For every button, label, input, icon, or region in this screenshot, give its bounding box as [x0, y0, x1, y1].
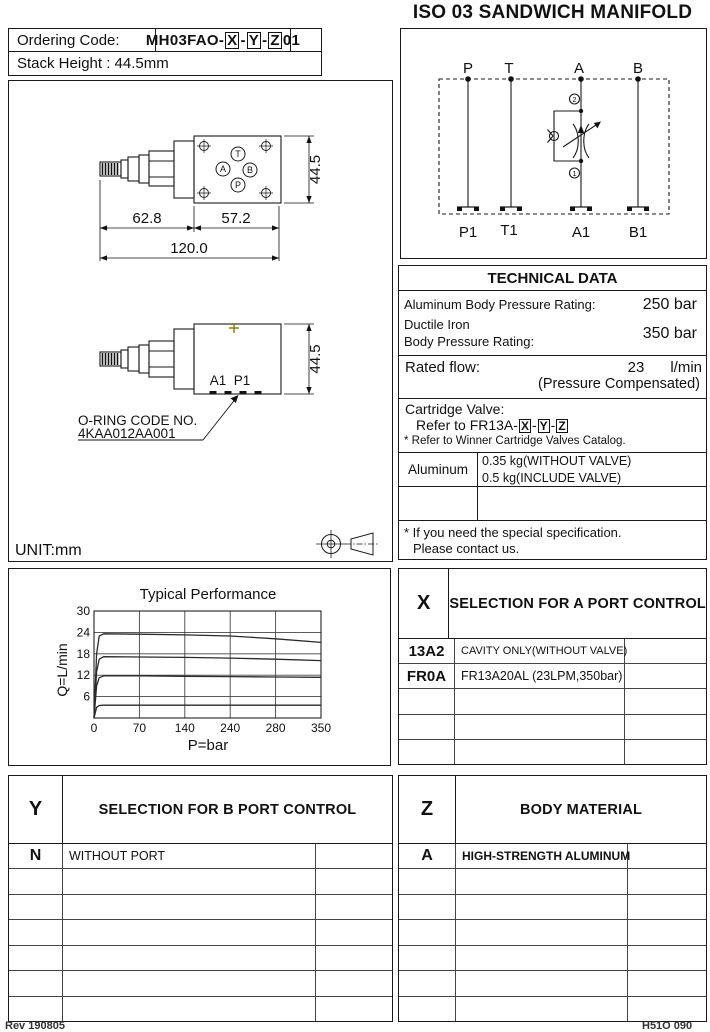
- rated-flow-label: Rated flow:: [405, 359, 481, 376]
- row-code: N: [9, 844, 63, 868]
- row-extra-cell: [625, 664, 706, 688]
- cartridge-valve-ref: Refer to FR13A- X - Y - Z: [416, 417, 566, 433]
- row-description: [456, 971, 628, 995]
- y-tick-label: 12: [76, 668, 90, 683]
- table-row-empty: [9, 997, 392, 1021]
- port-circle-a: A: [219, 164, 227, 174]
- third-angle-projection-icon: [345, 533, 379, 555]
- cartridge-code-z: Z: [558, 419, 566, 433]
- chart-xlabel: P=bar: [187, 737, 229, 754]
- selection-z-header: [399, 776, 706, 844]
- port-connection-dots: [465, 76, 641, 163]
- dim-62-8: 62.8: [132, 210, 162, 227]
- table-row-empty: [399, 920, 706, 945]
- y-tick-label: 24: [76, 625, 90, 640]
- row-description: [456, 946, 628, 970]
- table-row-empty: [9, 920, 392, 945]
- bottom-port-pads: [457, 207, 649, 211]
- footer-doc-number: H51O 090: [642, 1020, 693, 1032]
- weight-values: 0.35 kg(WITHOUT VALVE) 0.5 kg(INCLUDE VALVE): [482, 454, 632, 485]
- selection-table-x: [398, 568, 707, 765]
- technical-data-panel: [398, 265, 707, 560]
- port-label-t: T: [504, 60, 514, 77]
- chart-curves: [94, 634, 321, 718]
- rated-flow-note: (Pressure Compensated): [538, 376, 700, 392]
- row-code: [399, 715, 455, 739]
- cartridge-catalog-note: * Refer to Winner Cartridge Valves Catalog.: [404, 435, 626, 447]
- side-label-p1: P1: [233, 373, 251, 388]
- top-view-drawing: [100, 136, 324, 261]
- row-description: [456, 869, 628, 893]
- x-tick-label: 70: [132, 721, 147, 735]
- row-extra-cell: [316, 869, 392, 893]
- dimension-drawings: [9, 81, 391, 560]
- ordering-code-suffix: 01: [282, 31, 301, 49]
- oring-code-number: 4KAA012AA001: [78, 426, 176, 441]
- ductile-rating-label: Ductile Iron Body Pressure Rating:: [404, 317, 535, 349]
- row-description: [456, 997, 628, 1021]
- row-code: 13A2: [399, 639, 455, 663]
- row-code: [399, 869, 456, 893]
- dim-120: 120.0: [170, 240, 208, 257]
- chart-tick-labels: [77, 604, 332, 735]
- performance-chart: [9, 569, 390, 764]
- x-tick-label: 0: [90, 721, 98, 735]
- row-code: FR0A: [399, 664, 455, 688]
- selection-z-code: Z: [399, 776, 456, 843]
- thread-hatch: [103, 163, 118, 175]
- table-row-empty: [399, 740, 706, 764]
- row-extra-cell: [316, 895, 392, 919]
- unit-label: UNIT:mm: [15, 542, 82, 559]
- row-code: A: [399, 844, 456, 868]
- hydraulic-circuit-diagram: [401, 29, 706, 257]
- table-row: [9, 844, 392, 869]
- port-label-a: A: [573, 60, 585, 77]
- row-extra-cell: [625, 715, 706, 739]
- port-label-t1: T1: [500, 222, 518, 239]
- port-circle-t: T: [235, 149, 241, 159]
- dim-57-2: 57.2: [221, 210, 251, 227]
- row-description: [63, 971, 316, 995]
- selection-x-title: SELECTION FOR A PORT CONTROL: [449, 595, 706, 612]
- table-row-empty: [399, 971, 706, 996]
- row-code: [9, 895, 63, 919]
- table-row: [399, 664, 706, 689]
- x-tick-label: 280: [265, 721, 286, 735]
- pressure-ratings-section: [399, 291, 706, 356]
- curve-flow-setting-17: [94, 657, 321, 718]
- dim-44-5-top: 44.5: [307, 154, 324, 185]
- row-code: [399, 895, 456, 919]
- side-label-a1: A1: [209, 373, 227, 388]
- row-code: [9, 997, 63, 1021]
- row-extra-cell: [316, 920, 392, 944]
- row-extra-cell: [628, 920, 706, 944]
- row-description: [455, 715, 625, 739]
- row-extra-cell: [625, 689, 706, 713]
- row-code: [399, 971, 456, 995]
- selection-y-header: [9, 776, 392, 844]
- x-tick-label: 350: [310, 721, 332, 735]
- thread-hatch-side: [103, 353, 118, 365]
- selection-y-title: SELECTION FOR B PORT CONTROL: [98, 801, 357, 818]
- x-tick-label: 140: [174, 721, 195, 735]
- flow-direction-arrow: [578, 125, 584, 133]
- chart-ylabel: Q=L/min: [54, 643, 70, 697]
- table-row-empty: [399, 946, 706, 971]
- selection-table-y: [8, 775, 393, 1022]
- restrictor-arc-left: [573, 124, 578, 158]
- row-description: [455, 740, 625, 764]
- row-extra-cell: [316, 844, 392, 868]
- dim-44-5-side: 44.5: [307, 344, 324, 374]
- selection-x-header: [399, 569, 706, 639]
- table-row-empty: [399, 689, 706, 714]
- curve-flow-setting-4: [94, 705, 321, 718]
- table-row: [399, 844, 706, 869]
- row-description: FR13A20AL (23LPM,350bar): [455, 664, 625, 688]
- flange-outline: [174, 141, 194, 198]
- table-row-empty: [9, 971, 392, 996]
- row-description: [63, 997, 316, 1021]
- cartridge-valve-section: [399, 399, 706, 452]
- rated-flow-unit: l/min: [670, 359, 702, 376]
- ductile-rating-value: 350 bar: [642, 324, 697, 342]
- x-tick-label: 240: [220, 721, 241, 735]
- weight-table: [399, 452, 706, 521]
- weight-row-empty: [399, 486, 706, 520]
- ordering-code-prefix: MH03FAO-: [145, 31, 225, 49]
- row-description: [456, 895, 628, 919]
- row-code: [9, 920, 63, 944]
- chart-gridlines: [94, 611, 321, 718]
- oring-code-label: O-RING CODE NO.: [78, 413, 198, 428]
- oring-callout: [78, 395, 239, 441]
- ordering-code-value: MH03FAO- X - Y - Z 01: [156, 29, 291, 51]
- row-extra-cell: [316, 946, 392, 970]
- table-row-empty: [399, 715, 706, 740]
- row-code: [9, 946, 63, 970]
- selection-x-code: X: [399, 569, 449, 638]
- port-label-b1: B1: [628, 224, 648, 241]
- y-tick-label: 30: [76, 604, 90, 618]
- table-row-empty: [9, 895, 392, 920]
- cartridge-code-x: X: [520, 419, 529, 433]
- ordering-code-box: [8, 28, 322, 52]
- footer-revision: Rev 190805: [5, 1020, 65, 1032]
- row-extra-cell: [625, 639, 706, 663]
- ordering-code-label: Ordering Code:: [9, 29, 156, 51]
- table-row-empty: [399, 997, 706, 1021]
- hydraulic-schematic-box: [400, 28, 707, 259]
- chart-title: Typical Performance: [139, 586, 277, 603]
- ordering-code-y: Y: [248, 31, 260, 49]
- row-description: [456, 920, 628, 944]
- row-description: HIGH-STRENGTH ALUMINUM: [456, 844, 628, 868]
- chart-plot-frame: [94, 611, 321, 718]
- port-circle-b: B: [246, 165, 254, 175]
- table-row-empty: [399, 895, 706, 920]
- row-code: [399, 740, 455, 764]
- selection-z-title: BODY MATERIAL: [519, 801, 643, 818]
- cartridge-valve-label: Cartridge Valve:: [405, 401, 505, 417]
- row-code: [9, 971, 63, 995]
- y-tick-label: 18: [76, 646, 90, 661]
- row-code: [9, 869, 63, 893]
- row-extra-cell: [628, 997, 706, 1021]
- table-row-empty: [9, 869, 392, 894]
- port-label-p: P: [462, 60, 474, 77]
- row-code: [399, 997, 456, 1021]
- row-code: [399, 920, 456, 944]
- node-1-number: 1: [572, 168, 577, 178]
- row-description: [63, 946, 316, 970]
- table-row: [399, 639, 706, 664]
- row-extra-cell: [625, 740, 706, 764]
- port-label-a1: A1: [571, 224, 591, 241]
- adjustment-arrowhead: [594, 122, 601, 129]
- row-extra-cell: [628, 869, 706, 893]
- row-extra-cell: [316, 971, 392, 995]
- y-tick-label: 6: [83, 689, 90, 704]
- port-circle-p: P: [234, 180, 242, 190]
- aluminum-rating-label: Aluminum Body Pressure Rating:: [404, 297, 596, 313]
- table-row-empty: [9, 946, 392, 971]
- page-title: ISO 03 SANDWICH MANIFOLD: [412, 2, 693, 23]
- side-view-drawing: [78, 323, 324, 441]
- ordering-code-z: Z: [270, 31, 280, 49]
- row-description: WITHOUT PORT: [63, 844, 316, 868]
- mechanical-drawings-box: [8, 80, 393, 562]
- row-extra-cell: [316, 997, 392, 1021]
- selection-table-z: [398, 775, 707, 1022]
- rated-flow-section: [399, 356, 706, 399]
- row-extra-cell: [628, 946, 706, 970]
- oring-arrowhead: [231, 395, 239, 403]
- stack-height-box: Stack Height : 44.5mm: [8, 51, 322, 76]
- weight-material: Aluminum: [399, 453, 478, 486]
- table-row-empty: [399, 869, 706, 894]
- row-extra-cell: [628, 895, 706, 919]
- row-code: [399, 946, 456, 970]
- row-description: [455, 689, 625, 713]
- performance-chart-box: [8, 568, 391, 766]
- rated-flow-value: 23: [627, 359, 645, 376]
- selection-y-code: Y: [9, 776, 63, 843]
- aluminum-rating-value: 250 bar: [642, 296, 697, 314]
- restrictor-arc-right: [584, 124, 589, 158]
- row-description: [63, 920, 316, 944]
- ordering-code-empty-cell: [291, 29, 321, 51]
- row-description: [63, 869, 316, 893]
- row-code: [399, 689, 455, 713]
- datum-target-icon: [316, 530, 346, 558]
- special-note: * If you need the special specification. Please contact us.: [404, 525, 622, 557]
- row-description: CAVITY ONLY(WITHOUT VALVE): [455, 639, 625, 663]
- row-extra-cell: [628, 844, 706, 868]
- row-description: [63, 895, 316, 919]
- port-label-b: B: [632, 60, 644, 77]
- row-extra-cell: [628, 971, 706, 995]
- node-2-number: 2: [572, 94, 577, 104]
- cartridge-code-y: Y: [539, 419, 548, 433]
- technical-data-title: TECHNICAL DATA: [399, 266, 706, 291]
- ordering-code-x: X: [227, 31, 238, 49]
- weight-row: [399, 453, 706, 486]
- port-label-p1: P1: [458, 224, 478, 241]
- flow-control-valve-symbol: [548, 94, 600, 178]
